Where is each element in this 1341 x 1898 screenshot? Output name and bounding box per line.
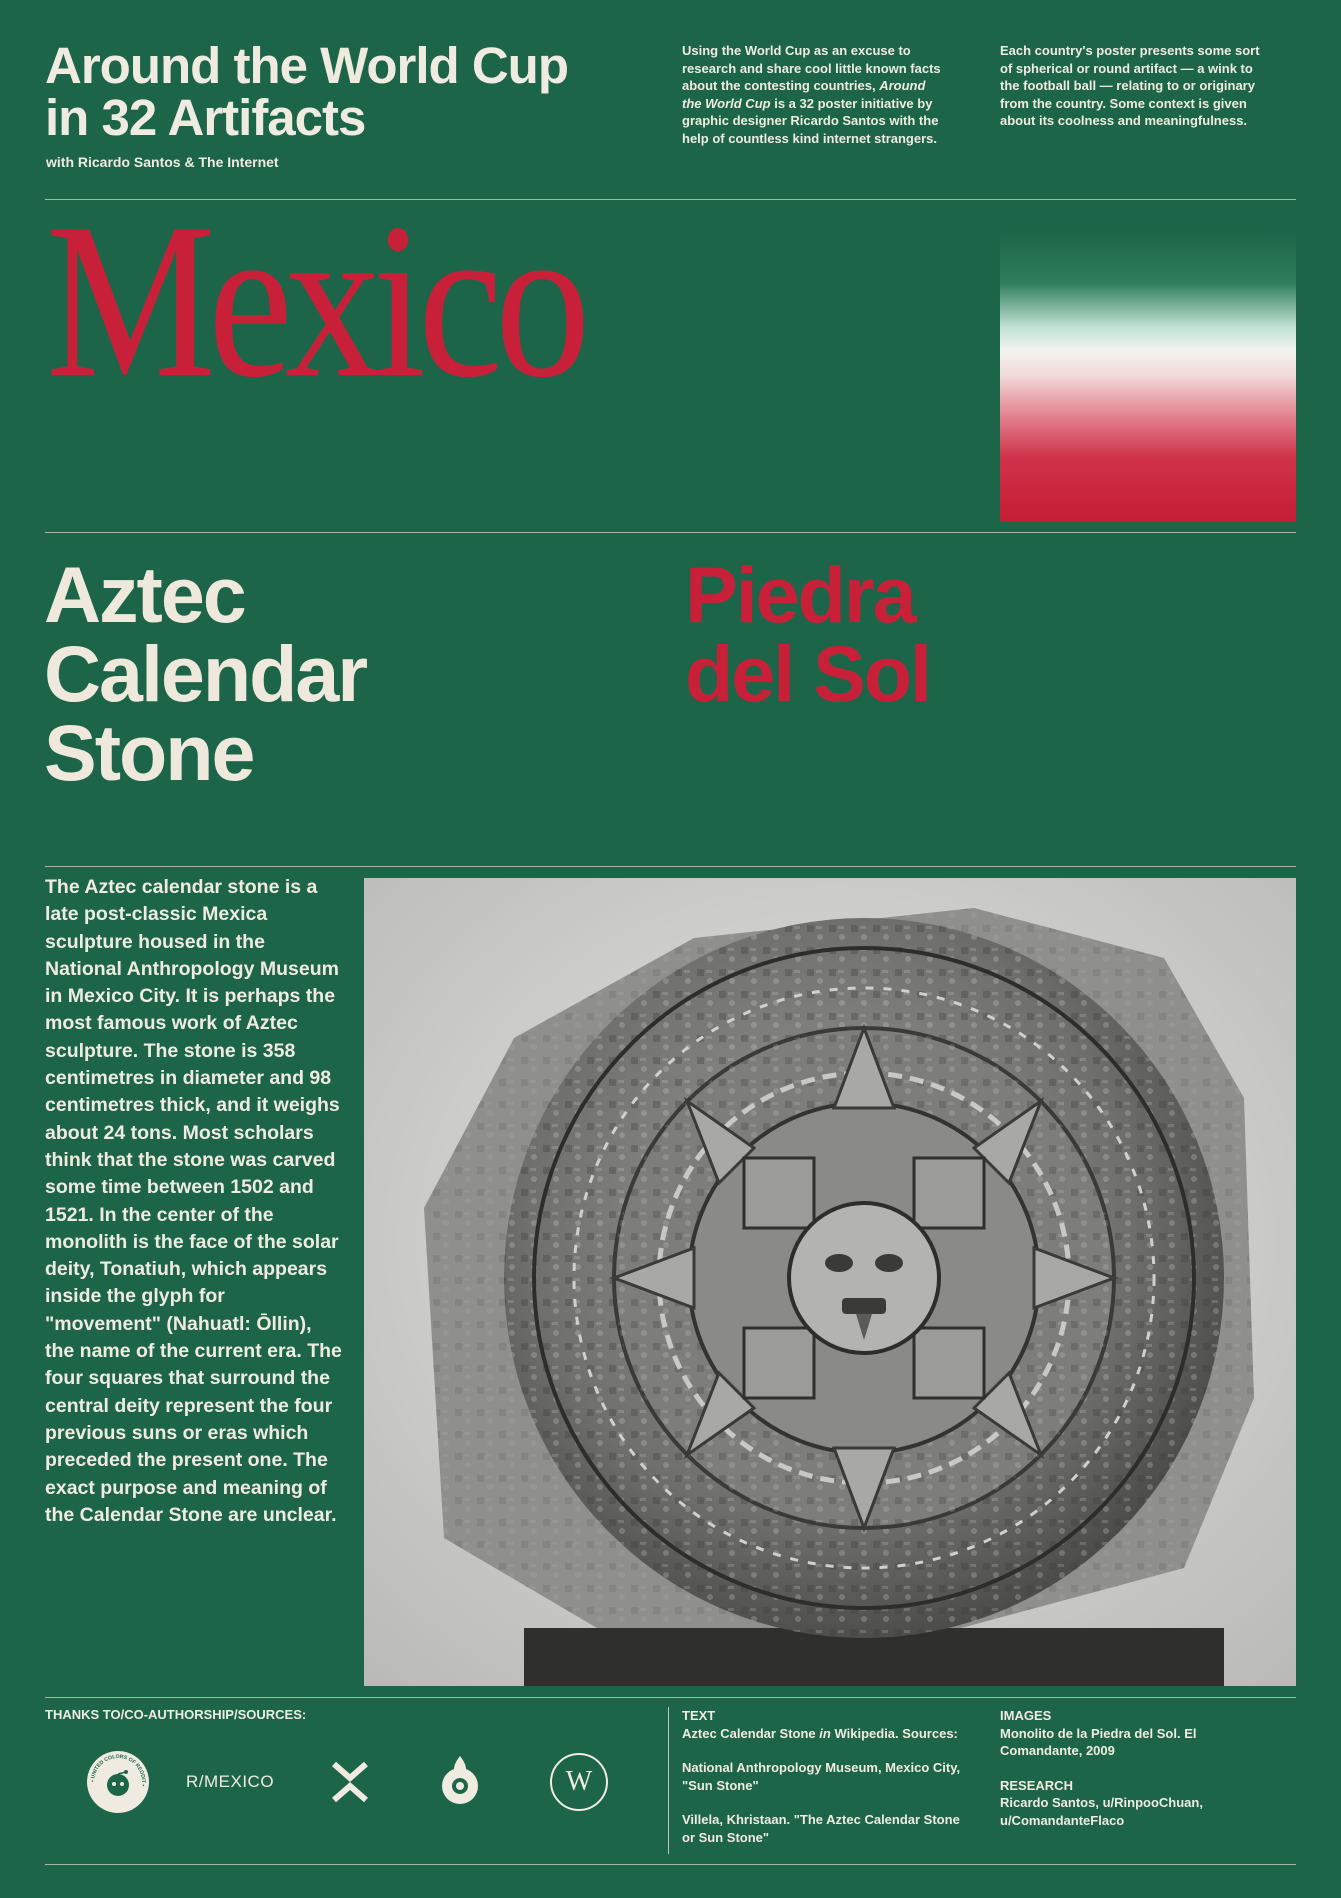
research-heading: RESEARCH [1000,1777,1073,1793]
research-credits: Ricardo Santos, u/RinpooChuan, u/ComandanteFlaco [1000,1795,1203,1828]
artifact-description: The Aztec calendar stone is a late post-classic Mexica sculpture housed in the National Anthropology Museum in Mexico City. It is perhaps the most famous work of Aztec sculpture. The stone is 358 centimetres in diameter and 98 centimetres thick, and it weighs about 24 tons. Most scholars think that the stone was carved some time between 1502 and 1521. In the center of the monolith is the face of the solar deity, Tonatiuh, which appears inside the glyph for "movement" (Nahuatl: Ōllin), the name of the current era. The four squares that surround the central deity represent the four previous suns or eras which preceded the present one. The exact purpose and meaning of the Calendar Stone are unclear. [45,876,342,1526]
reddit-colors-logo [86,1750,150,1814]
title-en-line3: Stone [44,708,254,797]
wikipedia-letter: W [565,1766,593,1797]
thanks-label: THANKS TO/CO-AUTHORSHIP/SOURCES: [45,1707,307,1722]
images-source: Monolito de la Piedra del Sol. El Comandante, 2009 [1000,1725,1197,1758]
divider-lower [45,866,1296,867]
title-es-line2: del Sol [685,629,930,718]
title-en-line1: Aztec [44,550,245,639]
text-heading: TEXT [682,1708,716,1723]
artifact-title-english [44,550,367,797]
text-source1-b: Wikipedia. Sources: [834,1725,958,1741]
intro-project-name: Around the World Cup [682,78,926,111]
r-mexico-logo: R/MEXICO [186,1772,275,1791]
intro-text-1b: is a 32 poster initiative by graphic designer Ricardo Santos with the help of countless kind internet strangers. [682,95,939,146]
arrows-logo-icon [330,1760,370,1804]
images-heading: IMAGES [1000,1708,1052,1723]
text-source1-in: in [819,1725,831,1741]
intro-column-1 [682,42,944,147]
series-title-line2: in 32 Artifacts [45,89,366,146]
footer-vertical-divider [668,1707,669,1854]
text-source2: National Anthropology Museum, Mexico City, "Sun Stone" [682,1760,961,1793]
reddit-ring-text: • UNITED COLORS OF REDDIT • [89,1753,147,1787]
intro-text-1a: Using the World Cup as an excuse to research and share cool little known facts about the contesting countries, [682,43,941,93]
divider-footer [45,1697,1296,1698]
artifact-title-spanish [685,550,930,718]
reddit-alien-icon [86,1750,150,1814]
wikipedia-logo [550,1753,608,1811]
series-title [45,37,568,146]
text-sources [682,1707,972,1863]
image-research-credits [1000,1707,1240,1846]
series-subtitle: with Ricardo Santos & The Internet [46,154,279,170]
text-source3: Villela, Khristaan. "The Aztec Calendar Stone or Sun Stone" [682,1812,960,1845]
chevron-x-icon [330,1760,370,1804]
sun-stone-illustration [364,878,1296,1686]
intro-column-2: Each country's poster presents some sort of spherical or round artifact — a wink to the football ball — relating to or originary from the country. Some context is given about its coolness and meaningfulness. [1000,43,1260,128]
divider-middle [45,532,1296,533]
title-en-line2: Calendar [44,629,367,718]
series-title-line1: Around the World Cup [45,37,568,94]
divider-bottom [45,1864,1296,1865]
drop-logo-icon [438,1754,482,1806]
country-name: Mexico [46,178,583,424]
text-source1-a: Aztec Calendar Stone [682,1725,816,1741]
flag-gradient [1000,230,1296,522]
sun-stone-photo [364,878,1296,1686]
title-es-line1: Piedra [685,550,915,639]
flame-icon [438,1754,482,1806]
